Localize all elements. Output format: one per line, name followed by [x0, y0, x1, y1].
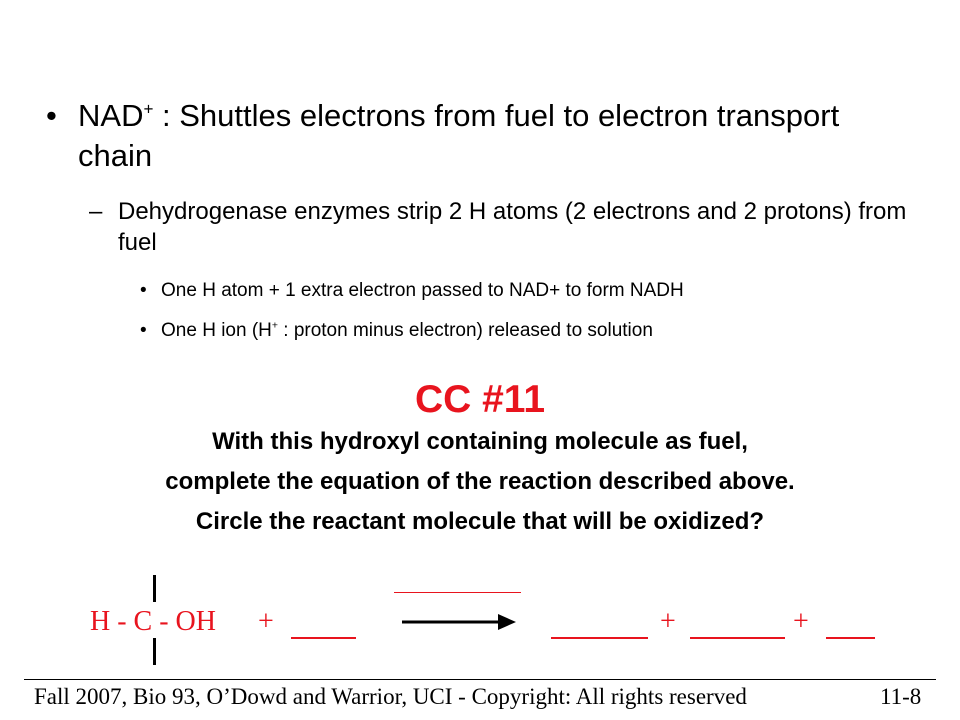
bullet-h-ion-text — [161, 319, 653, 343]
footer-credit: Fall 2007, Bio 93, O’Dowd and Warrior, UCI - Copyright: All rights reserved — [34, 684, 747, 709]
question-line-2: complete the equation of the reaction described above. — [165, 468, 795, 495]
reactant-formula: H - C - OH — [90, 606, 216, 637]
product-blank-2[interactable] — [690, 637, 785, 639]
question-line-3: Circle the reactant molecule that will be oxidized? — [195, 508, 765, 535]
product-blank-3[interactable] — [826, 637, 875, 639]
nad-label: NAD — [78, 98, 144, 133]
h-ion-suffix: : proton minus electron) released to solution — [277, 320, 653, 341]
bullet-nad-text — [78, 96, 898, 176]
reaction-arrow-icon — [400, 610, 520, 634]
product-blank-1[interactable] — [551, 637, 648, 639]
h-ion-superscript: + — [271, 320, 278, 332]
dash-marker: – — [89, 198, 103, 225]
slide-number: 11-8 — [880, 684, 922, 709]
plus-sign-2: + — [660, 606, 676, 637]
bullet-marker: • — [46, 98, 57, 133]
nad-description: : Shuttles electrons from fuel to electron transport chain — [78, 98, 840, 173]
plus-sign-1: + — [258, 606, 274, 637]
nad-superscript: + — [143, 99, 154, 119]
plus-sign-3: + — [793, 606, 809, 637]
reactant-blank[interactable] — [291, 637, 356, 639]
bond-line-top — [153, 575, 156, 602]
h-ion-prefix: One H ion (H — [161, 320, 272, 341]
bullet-dehydrogenase-text: Dehydrogenase enzymes strip 2 H atoms (2 electrons and 2 protons) from fuel — [118, 198, 907, 256]
bullet-marker: • — [140, 320, 147, 341]
bullet-h-atom-text: One H atom + 1 extra electron passed to NAD+ to form NADH — [161, 280, 684, 301]
footer-divider — [24, 679, 936, 680]
question-line-1: With this hydroxyl containing molecule as fuel, — [212, 428, 748, 455]
cc-title: CC #11 — [414, 378, 546, 421]
product-line — [394, 592, 521, 593]
bullet-marker: • — [140, 280, 147, 301]
bond-line-bottom — [153, 638, 156, 665]
